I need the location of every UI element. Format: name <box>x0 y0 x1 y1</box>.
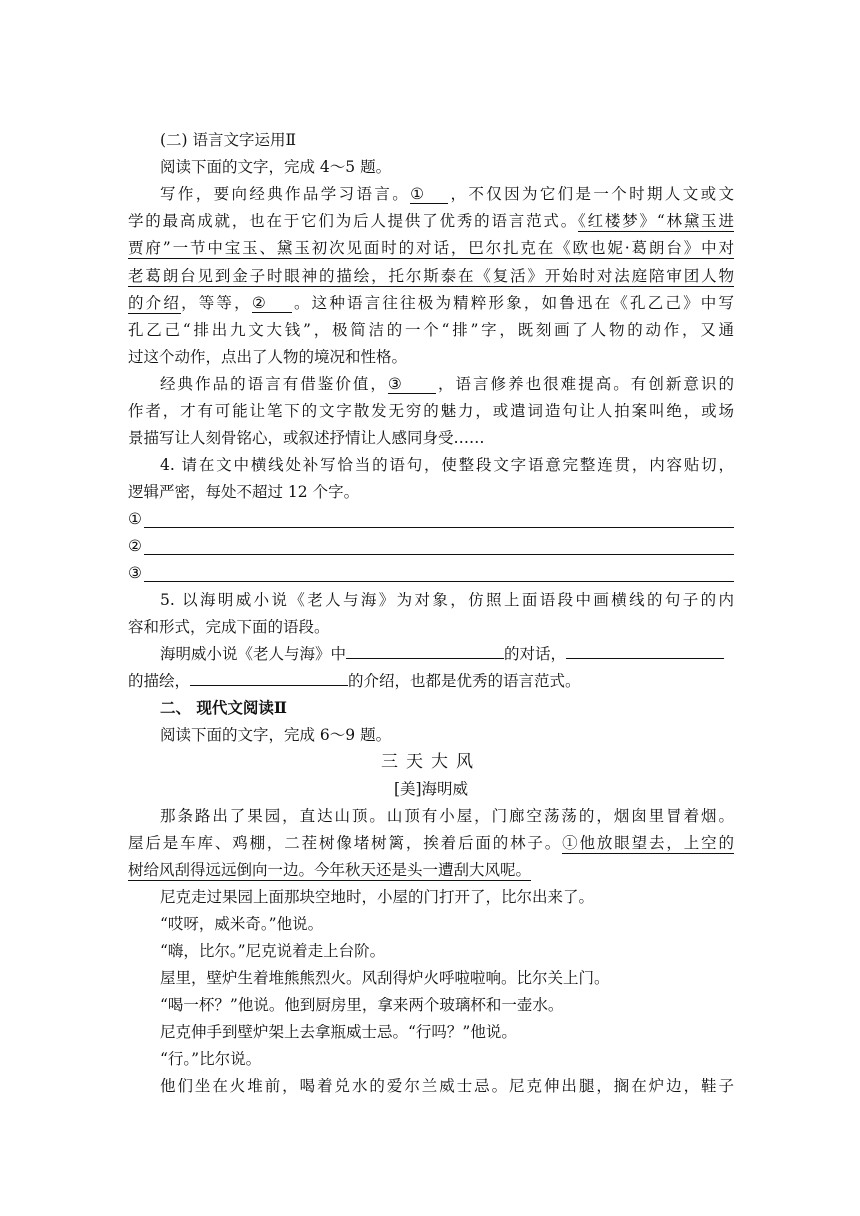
story-line: 那条路出了果园，直达山顶。山顶有小屋，门廊空荡荡的，烟囱里冒着烟。 <box>160 807 734 825</box>
story-line: 尼克走过果园上面那块空地时，小屋的门打开了，比尔出来了。 <box>160 888 595 906</box>
section-instruction: 阅读下面的文字，完成 4～5 题。 <box>160 158 392 176</box>
section-heading: (二) 语言文字运用Ⅱ <box>160 131 297 149</box>
story-line: 他们坐在火堆前，喝着兑水的爱尔兰威士忌。尼克伸出腿，搁在炉边，鞋子 <box>160 1077 734 1095</box>
underlined-sentence: ①他放眼望去，上空的 <box>562 834 734 852</box>
question-5-prompt: 5. 以海明威小说《老人与海》为对象，仿照上面语段中画横线的句子的内 <box>160 591 734 609</box>
blank-2: ② <box>252 294 292 313</box>
story-line: 尼克伸手到壁炉架上去拿瓶威士忌。“行吗？”他说。 <box>160 1023 517 1041</box>
question-5-prompt: 容和形式，完成下面的语段。 <box>128 618 330 636</box>
underlined-sentence: 老葛朗台见到金子时眼神的描绘，托尔斯泰在《复活》开始时对法庭陪审团人物 <box>128 267 734 285</box>
story-line <box>128 860 734 880</box>
story-title: 三天大风 <box>381 752 481 772</box>
answer-line-2[interactable]: ② <box>128 536 734 556</box>
story-line: “喝一杯？”他说。他到厨房里，拿来两个玻璃杯和一壶水。 <box>160 996 564 1014</box>
passage-line: 作者，才有可能让笔下的文字散发无穷的魅力，或遣词造句让人拍案叫绝，或场 <box>128 402 734 420</box>
underlined-sentence: 《红楼梦》“林黛玉进 <box>578 212 734 230</box>
blank-1: ① <box>410 185 448 204</box>
passage-line: 经典作品的语言有借鉴价值，③ ，语言修养也很难提高。有创新意识的 <box>160 375 734 393</box>
story-line: 屋里，壁炉生着堆熊熊烈火。风刮得炉火呼啦啦响。比尔关上门。 <box>160 969 610 987</box>
question-5-fill: 海明威小说《老人与海》中 的对话， <box>160 644 734 664</box>
passage-line: 过这个动作，点出了人物的境况和性格。 <box>128 348 408 366</box>
part-heading: 二、 现代文阅读Ⅱ <box>160 698 287 717</box>
question-4-prompt: 逻辑严密，每处不超过 12 个字。 <box>128 483 360 501</box>
passage-line: 学的最高成就，也在于它们为后人提供了优秀的语言范式。《红楼梦》“林黛玉进 <box>128 212 734 230</box>
passage-line <box>128 266 734 286</box>
blank-3: ③ <box>388 375 436 394</box>
story-line: 屋后是车库、鸡棚，二茬树像堵树篱，挨着后面的林子。①他放眼望去，上空的 <box>128 834 734 852</box>
passage-line: 孔乙己“排出九文大钱”，极简洁的一个“排”字，既刻画了人物的动作，又通 <box>128 321 734 339</box>
story-line: “哎呀，威米奇。”他说。 <box>160 915 324 933</box>
question-4-prompt: 4. 请在文中横线处补写恰当的语句，使整段文字语意完整连贯，内容贴切， <box>160 456 734 474</box>
story-line: “行。”比尔说。 <box>160 1050 262 1068</box>
fill-blank[interactable] <box>190 685 348 686</box>
story-author: [美]海明威 <box>393 780 469 798</box>
fill-blank[interactable] <box>346 658 504 659</box>
story-line: “嗨，比尔。”尼克说着走上台阶。 <box>160 942 386 960</box>
answer-line-3[interactable]: ③ <box>128 563 734 583</box>
question-5-fill: 的描绘， 的介绍，也都是优秀的语言范式。 <box>128 672 581 690</box>
answer-line-1[interactable]: ① <box>128 509 734 529</box>
underlined-sentence: 的介绍 <box>128 294 182 312</box>
passage-line: 的介绍，等等，② 。这种语言往往极为精粹形象，如鲁迅在《孔乙己》中写 <box>128 294 734 312</box>
passage-line <box>128 238 734 258</box>
fill-blank[interactable] <box>566 658 724 659</box>
part-instruction: 阅读下面的文字，完成 6～9 题。 <box>160 726 392 744</box>
underlined-sentence: 贾府”一节中宝玉、黛玉初次见面时的对话，巴尔扎克在《欧也妮·葛朗台》中对 <box>128 239 734 257</box>
underlined-sentence: 树给风刮得远远倒向一边。今年秋天还是头一遭刮大风呢。 <box>128 861 532 879</box>
passage-line: 景描写让人刻骨铭心，或叙述抒情让人感同身受…… <box>128 429 485 447</box>
passage-line: 写作，要向经典作品学习语言。① ，不仅因为它们是一个时期人文或文 <box>160 185 734 203</box>
